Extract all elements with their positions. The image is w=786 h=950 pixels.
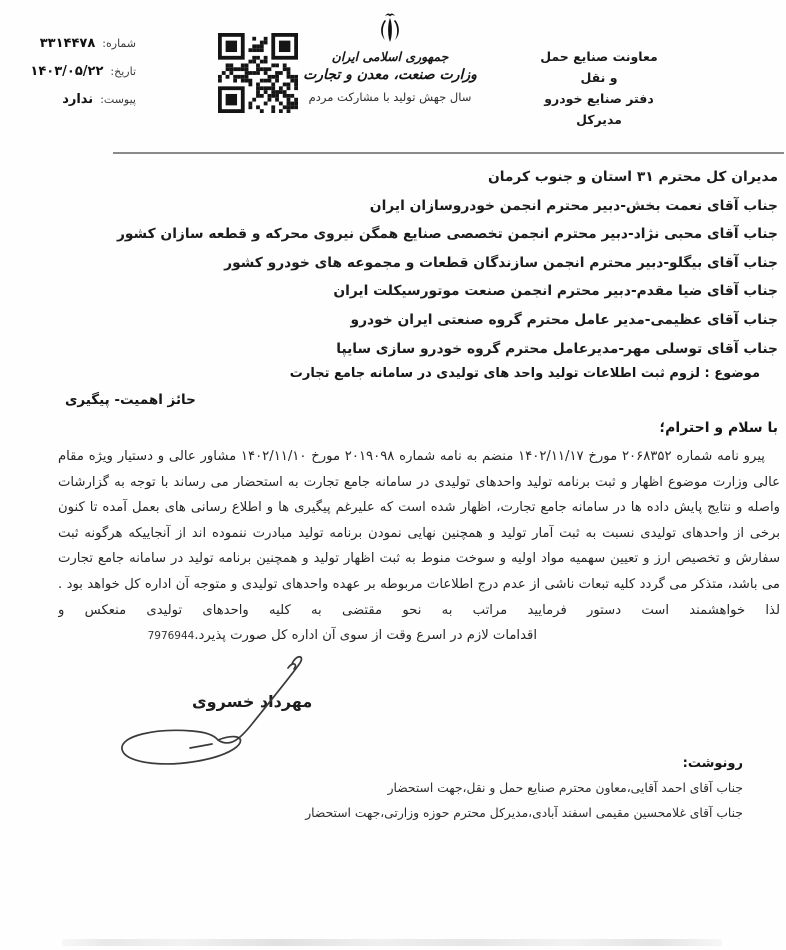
date-value: ۱۴۰۳/۰۵/۲۲	[30, 64, 104, 79]
year-slogan: سال جهش تولید با مشارکت مردم	[308, 90, 472, 104]
cc-title: رونوشت:	[682, 756, 743, 771]
iran-emblem-icon	[375, 12, 405, 46]
department-block	[537, 46, 661, 130]
recipient-line: جناب آقای نعمت بخش-دبیر محترم انجمن خودروسازان ایران	[369, 197, 778, 214]
priority-note: حائز اهمیت- پیگیری	[65, 392, 196, 408]
number-field	[4, 36, 136, 64]
signer-name: مهرداد خسروی	[192, 692, 313, 711]
country-title: جمهوری اسلامی ایران	[331, 49, 449, 64]
ministry-title: وزارت صنعت، معدن و تجارت	[303, 67, 477, 83]
handwritten-signature	[100, 652, 340, 777]
qr-code-icon	[218, 33, 298, 113]
scan-artifact-band	[62, 939, 722, 946]
attachment-value: ندارد	[62, 92, 94, 107]
recipient-line: جناب آقای محبی نژاد-دبیر محترم انجمن تخصصی صنایع همگن نیروی محرکه و قطعه سازان کشور	[116, 226, 778, 243]
attachment-field	[4, 92, 136, 120]
recipient-line: جناب آقای عظیمی-مدیر عامل محترم گروه صنعتی ایران خودرو	[350, 311, 778, 328]
number-value: ۳۳۱۴۴۷۸	[39, 36, 96, 51]
cc-block	[305, 752, 743, 826]
recipient-line: مدیران کل محترم ۳۱ استان و جنوب کرمان	[487, 169, 778, 185]
director-general-line: مدیرکل	[576, 112, 622, 127]
recipient-line: جناب آقای توسلی مهر-مدیرعامل محترم گروه خودرو سازی سایپا	[336, 340, 778, 357]
letter-meta-fields	[4, 36, 136, 120]
number-label: شماره:	[102, 37, 136, 50]
date-field	[4, 64, 136, 92]
deputy-line: معاونت صنایع حمل و نقل	[540, 49, 658, 85]
cc-item: جناب آقای احمد آقایی،معاون محترم صنایع حمل و نقل،جهت استحضار	[387, 781, 743, 795]
cc-item: جناب آقای غلامحسین مقیمی اسفند آبادی،مدیرکل محترم حوزه وزارتی،جهت استحضار	[305, 806, 743, 820]
recipient-line: جناب آقای ضیا مقدم-دبیر محترم انجمن صنعت موتورسیکلت ایران	[333, 283, 778, 300]
letter-body: پیرو نامه شماره ۲۰۶۸۳۵۲ مورخ ۱۴۰۲/۱۱/۱۷ منضم به نامه شماره ۲۰۱۹۰۹۸ مورخ ۱۴۰۲/۱۱/۱۰ مشاور عالی و دستیار ویژه مقام عالی وزارت موضوع اظهار و ثبت برنامه تولید واحدهای تولیدی در سامانه جامع تجارت به استحضار می رساند با توجه به گزارشات واصله و نتایج پایش داده ها در سامانه جامع تجارت، اظهار شده است که علیرغم پیگیری ها و اطلاع رسانی های بعمل آمده تا کنون برخی از واحدهای تولیدی نسبت به ثبت آمار تولید و همچنین نهایی نمودن برنامه تولید مبادرت ننموده اند از آنجاییکه هرگونه ثبت سفارش و تخصیص ارز و تعیین سهمیه مواد اولیه و سوخت منوط به ثبت اظهار تولید و همچنین برنامه تولید در سامانه جامع تجارت می باشد، متذکر می گردد کلیه تبعات ناشی از عدم درج اطلاعات مربوطه بر عهده واحدهای تولیدی و متوجه آن اداره کل خواهد بود . لذا خواهشمند است دستور فرمایید مراتب به نحو مقتضی به کلیه واحدهای تولیدی منعکس و	[58, 449, 780, 618]
salutation: با سلام و احترام؛	[659, 420, 778, 436]
letterhead-center	[295, 12, 485, 104]
attachment-label: پیوست:	[100, 93, 136, 106]
subject-line: موضوع : لزوم ثبت اطلاعات تولید واحد های تولیدی در سامانه جامع تجارت	[289, 366, 760, 381]
recipient-line: جناب آقای بیگلو-دبیر محترم انجمن سازندگان قطعات و مجموعه های خودرو کشور	[224, 254, 778, 271]
header-divider	[113, 152, 784, 154]
reference-number: 7976944	[147, 630, 195, 642]
office-line: دفتر صنایع خودرو	[544, 91, 654, 106]
letter-body-last-text: اقدامات لازم در اسرع وقت از سوی آن اداره کل صورت پذیرد.	[194, 628, 537, 643]
recipients-list	[6, 163, 778, 363]
date-label: تاریخ:	[110, 65, 136, 78]
letter-body-last-line	[148, 628, 537, 643]
